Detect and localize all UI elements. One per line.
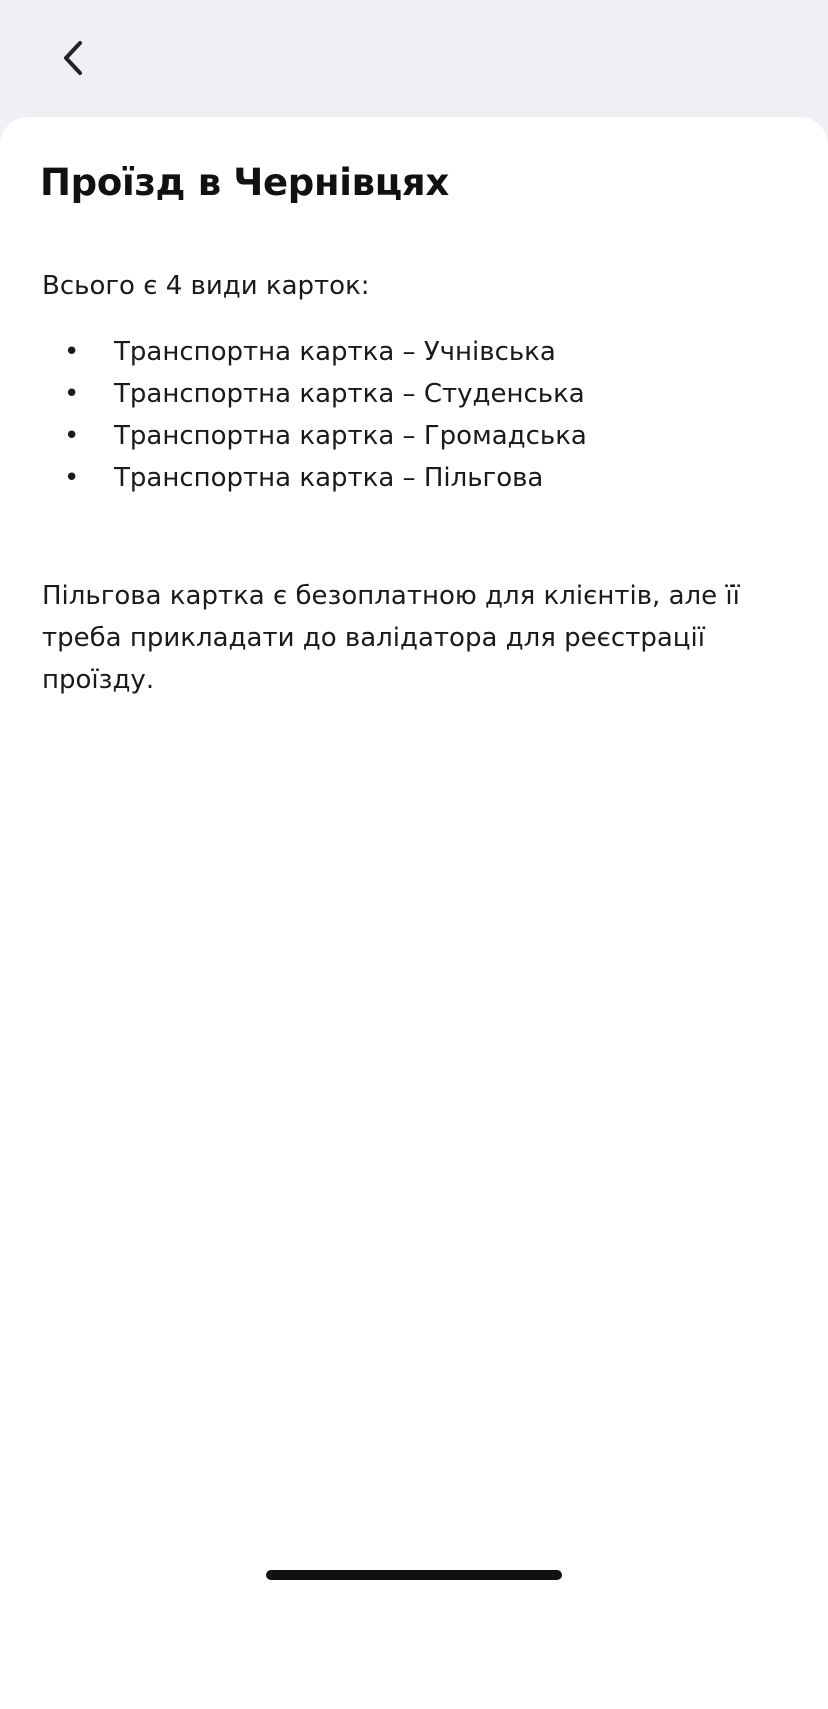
- card-type-label: Транспортна картка – Пільгова: [114, 463, 544, 493]
- bullet: •: [64, 463, 80, 493]
- bullet: •: [64, 421, 80, 451]
- bullet: •: [64, 337, 80, 367]
- note-text: Пільгова картка є безоплатною для клієнтів, але її треба прикладати до валідатора для реєстрації проїзду.: [42, 581, 740, 695]
- bullet: •: [64, 379, 80, 409]
- home-indicator[interactable]: [266, 1570, 562, 1580]
- page-title: Проїзд в Чернівцях: [40, 161, 449, 204]
- card-type-label: Транспортна картка – Студенська: [114, 379, 585, 409]
- card-type-label: Транспортна картка – Учнівська: [114, 337, 556, 367]
- intro-text: Всього є 4 види карток:: [42, 271, 370, 301]
- chevron-left-icon: [58, 38, 86, 78]
- card-type-label: Транспортна картка – Громадська: [114, 421, 587, 451]
- content-sheet: [0, 117, 828, 1709]
- back-button[interactable]: [44, 30, 100, 86]
- top-bar: [0, 0, 828, 117]
